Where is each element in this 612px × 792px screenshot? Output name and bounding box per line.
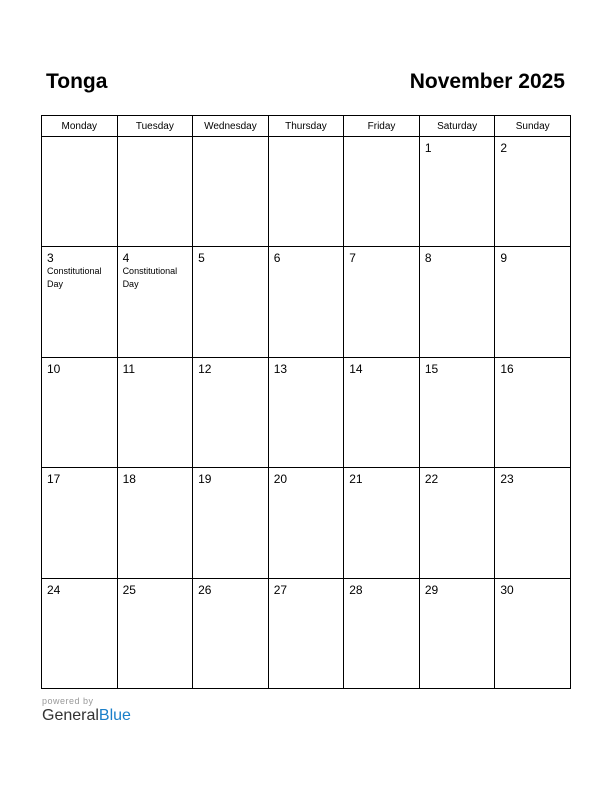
day-cell bbox=[344, 357, 420, 467]
day-cell-content bbox=[420, 247, 495, 356]
day-cell-content bbox=[269, 137, 344, 246]
day-cell-content bbox=[344, 247, 419, 356]
day-cell bbox=[419, 578, 495, 688]
day-cell bbox=[495, 357, 571, 467]
day-number: 20 bbox=[273, 472, 288, 487]
day-cell-content bbox=[495, 247, 570, 356]
day-cell-content bbox=[420, 468, 495, 577]
day-cell bbox=[117, 357, 193, 467]
day-cell-content bbox=[420, 358, 495, 467]
day-number: 1 bbox=[424, 141, 432, 155]
day-cell-content bbox=[269, 247, 344, 356]
week-row bbox=[42, 357, 571, 467]
weekday-header: Wednesday bbox=[193, 116, 269, 137]
empty-day-cell bbox=[344, 137, 420, 247]
day-cell-content bbox=[42, 468, 117, 577]
day-cell bbox=[419, 357, 495, 467]
day-cell-content bbox=[118, 137, 193, 246]
calendar-body bbox=[42, 137, 571, 689]
day-number: 8 bbox=[424, 251, 432, 266]
day-cell-content bbox=[344, 468, 419, 577]
day-cell bbox=[268, 247, 344, 357]
day-number: 14 bbox=[349, 361, 363, 376]
day-cell bbox=[42, 357, 118, 467]
weekday-header: Monday bbox=[42, 116, 118, 137]
day-cell-content bbox=[193, 247, 268, 356]
day-cell bbox=[42, 247, 118, 357]
day-cell-content bbox=[118, 358, 193, 467]
day-cell bbox=[419, 468, 495, 578]
day-number: 3 bbox=[47, 251, 54, 266]
day-cell-content bbox=[344, 579, 419, 688]
day-number: 11 bbox=[122, 361, 136, 376]
day-cell-content bbox=[495, 358, 570, 467]
empty-day-cell bbox=[268, 137, 344, 247]
weekday-header-row bbox=[42, 116, 571, 137]
day-cell-content bbox=[495, 579, 570, 688]
day-number: 29 bbox=[424, 582, 439, 597]
weekday-header: Sunday bbox=[495, 116, 571, 137]
day-number: 16 bbox=[500, 361, 514, 376]
day-cell-content bbox=[193, 468, 268, 577]
day-cell-content bbox=[344, 137, 419, 246]
day-cell-content bbox=[193, 579, 268, 688]
day-number: 10 bbox=[47, 361, 61, 376]
day-cell-content bbox=[420, 579, 495, 688]
day-cell-content bbox=[495, 137, 570, 246]
country-title: Tonga bbox=[46, 70, 108, 93]
calendar-grid bbox=[41, 115, 571, 689]
day-cell-content bbox=[42, 247, 117, 356]
day-cell bbox=[419, 247, 495, 357]
day-number: 22 bbox=[424, 472, 439, 487]
day-cell bbox=[344, 468, 420, 578]
day-cell bbox=[193, 357, 269, 467]
day-cell-content bbox=[420, 137, 495, 246]
week-row bbox=[42, 468, 571, 578]
day-cell bbox=[117, 247, 193, 357]
day-cell-content bbox=[269, 468, 344, 577]
day-cell bbox=[193, 468, 269, 578]
day-cell-content bbox=[193, 137, 268, 246]
day-number: 2 bbox=[500, 141, 508, 155]
day-cell-content bbox=[495, 468, 570, 577]
day-number: 5 bbox=[198, 251, 205, 266]
month-year-title: November 2025 bbox=[409, 70, 565, 93]
day-cell bbox=[268, 578, 344, 688]
day-number: 7 bbox=[349, 251, 356, 266]
powered-by-text: powered by bbox=[42, 696, 94, 706]
brand-logo bbox=[42, 707, 131, 725]
day-cell-content bbox=[118, 247, 193, 356]
holiday-label: Constitutional Day bbox=[47, 266, 102, 290]
empty-day-cell bbox=[193, 137, 269, 247]
day-cell bbox=[495, 578, 571, 688]
day-cell-content bbox=[269, 579, 344, 688]
day-number: 18 bbox=[122, 472, 136, 487]
day-cell bbox=[42, 468, 118, 578]
day-cell bbox=[268, 468, 344, 578]
day-number: 24 bbox=[47, 582, 61, 597]
day-cell bbox=[495, 468, 571, 578]
day-number: 21 bbox=[349, 472, 363, 487]
day-cell-content bbox=[118, 579, 193, 688]
day-number: 13 bbox=[273, 361, 288, 376]
day-cell-content bbox=[42, 358, 117, 467]
week-row bbox=[42, 247, 571, 357]
empty-day-cell bbox=[42, 137, 118, 247]
day-number: 19 bbox=[198, 472, 212, 487]
empty-day-cell bbox=[117, 137, 193, 247]
day-cell-content bbox=[269, 358, 344, 467]
day-number: 30 bbox=[500, 582, 514, 597]
weekday-header: Saturday bbox=[419, 116, 495, 137]
day-cell bbox=[344, 247, 420, 357]
day-cell bbox=[495, 137, 571, 247]
day-number: 26 bbox=[198, 582, 212, 597]
brand-blue: Blue bbox=[98, 707, 131, 724]
footer-branding bbox=[42, 696, 131, 725]
day-number: 27 bbox=[273, 582, 288, 597]
brand-general: General bbox=[42, 707, 99, 724]
day-cell bbox=[193, 578, 269, 688]
day-number: 28 bbox=[349, 582, 363, 597]
day-cell bbox=[419, 137, 495, 247]
day-number: 25 bbox=[122, 582, 136, 597]
week-row bbox=[42, 137, 571, 247]
day-number: 6 bbox=[273, 251, 281, 266]
day-cell bbox=[42, 578, 118, 688]
day-number: 9 bbox=[500, 251, 508, 266]
holiday-label: Constitutional Day bbox=[122, 266, 178, 290]
day-cell-content bbox=[118, 468, 193, 577]
weekday-header: Tuesday bbox=[117, 116, 193, 137]
weekday-header: Friday bbox=[344, 116, 420, 137]
day-number: 12 bbox=[198, 361, 212, 376]
day-cell-content bbox=[193, 358, 268, 467]
day-number: 4 bbox=[122, 251, 130, 266]
day-cell bbox=[344, 578, 420, 688]
day-number: 23 bbox=[500, 472, 514, 487]
day-cell-content bbox=[42, 579, 117, 688]
day-cell bbox=[495, 247, 571, 357]
day-cell-content bbox=[42, 137, 117, 246]
day-cell-content bbox=[344, 358, 419, 467]
weekday-header: Thursday bbox=[268, 116, 344, 137]
day-cell bbox=[117, 468, 193, 578]
day-number: 17 bbox=[47, 472, 61, 487]
day-number: 15 bbox=[424, 361, 439, 376]
day-cell bbox=[117, 578, 193, 688]
day-cell bbox=[268, 357, 344, 467]
day-cell bbox=[193, 247, 269, 357]
week-row bbox=[42, 578, 571, 688]
